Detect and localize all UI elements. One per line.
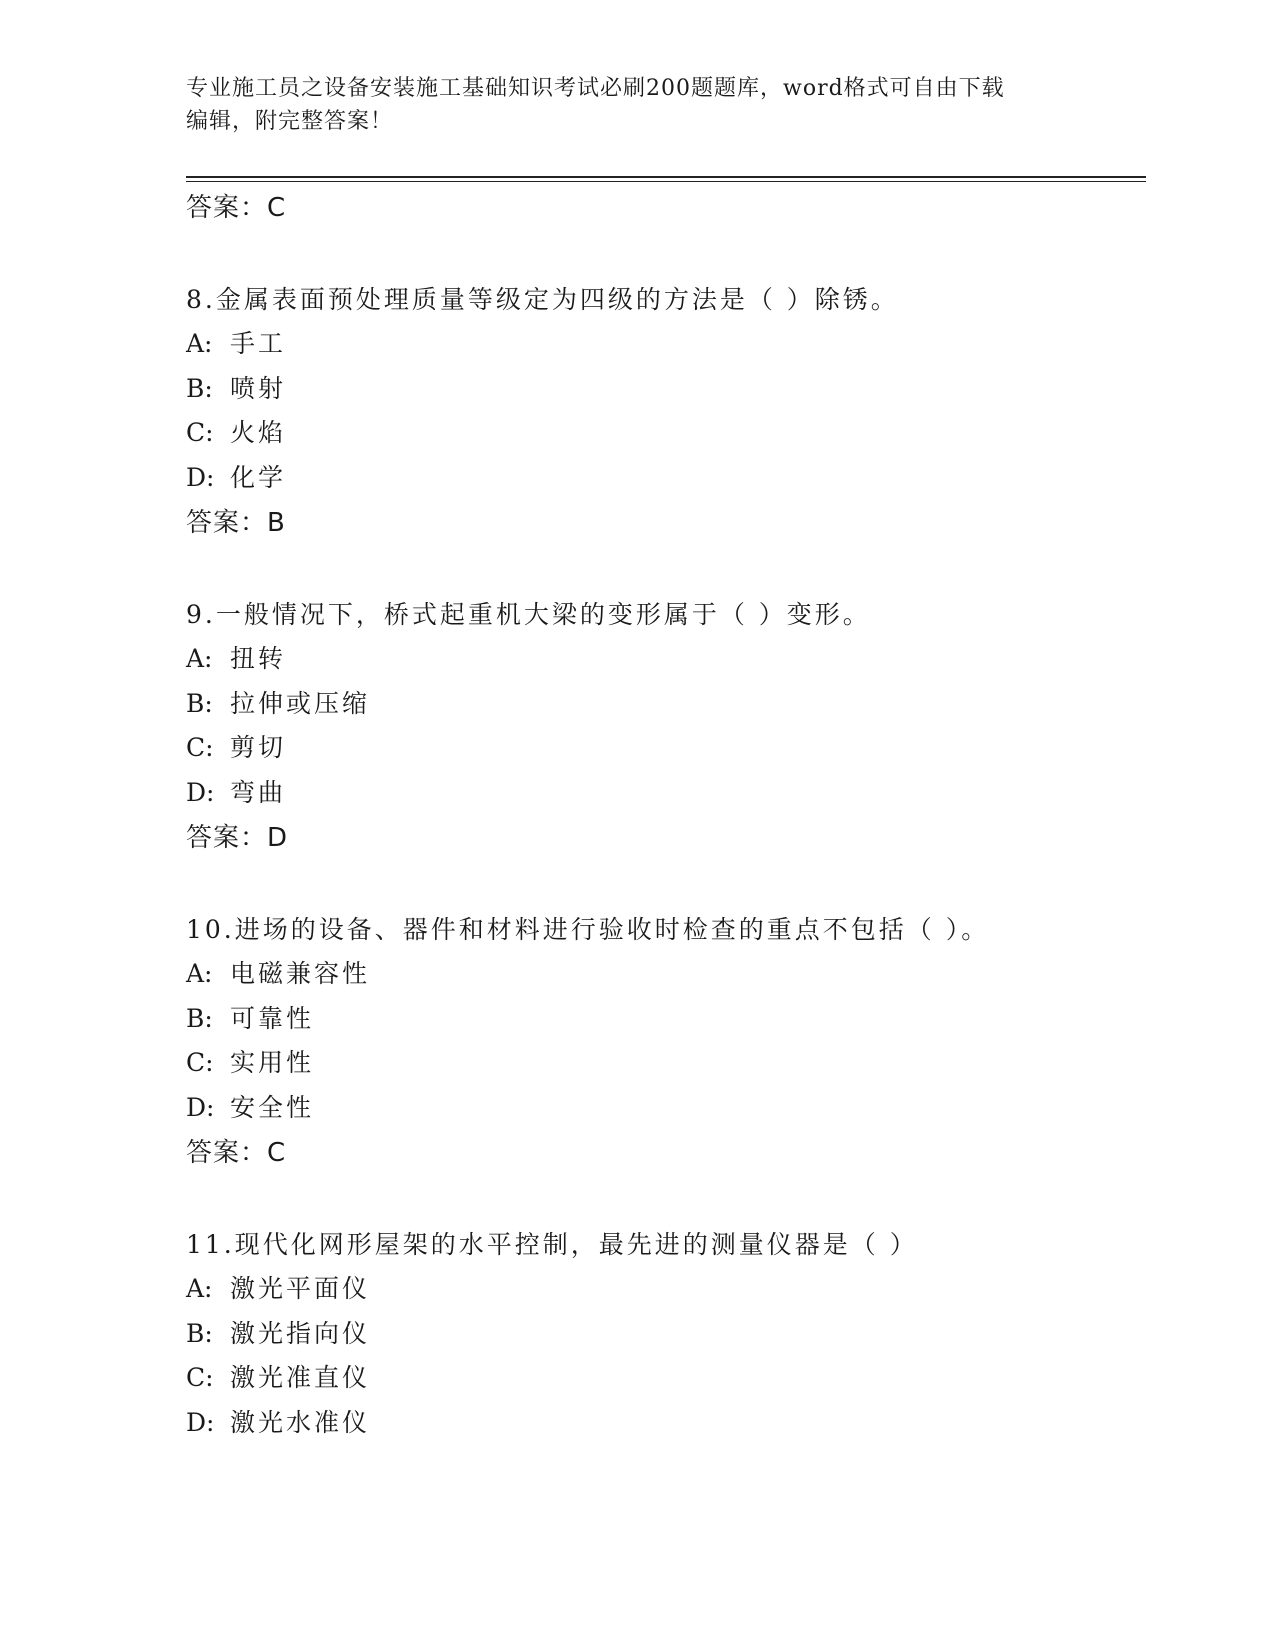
option-text: 剪切 (230, 733, 287, 762)
question-10-option-b (186, 1004, 314, 1034)
option-letter: C: (186, 418, 214, 447)
option-text: 手工 (230, 329, 287, 358)
question-9-option-a (186, 644, 286, 674)
option-text: 激光指向仪 (230, 1319, 371, 1348)
option-text: 激光准直仪 (230, 1363, 371, 1392)
option-letter: D: (186, 1408, 215, 1437)
document-header (186, 72, 1086, 138)
option-text: 扭转 (230, 644, 287, 673)
question-8-option-b (186, 374, 286, 404)
question-9-option-b (186, 689, 370, 719)
option-letter: C: (186, 1048, 214, 1077)
option-text: 可靠性 (230, 1004, 315, 1033)
option-letter: C: (186, 733, 214, 762)
question-10-option-d (186, 1093, 314, 1123)
header-divider-thin (186, 181, 1146, 182)
question-10-option-c (186, 1048, 314, 1078)
option-text: 弯曲 (230, 778, 287, 807)
option-letter: B: (186, 1004, 213, 1033)
question-8-option-c (186, 418, 286, 448)
question-8-option-a (186, 329, 286, 359)
option-text: 火焰 (230, 418, 287, 447)
question-10-text: 10.进场的设备、器件和材料进行验收时检查的重点不包括（ ）。 (186, 915, 990, 944)
option-letter: B: (186, 1319, 213, 1348)
question-9-option-c (186, 733, 286, 763)
option-letter: C: (186, 1363, 214, 1392)
option-text: 化学 (230, 463, 287, 492)
option-text: 拉伸或压缩 (230, 689, 371, 718)
option-letter: B: (186, 374, 213, 403)
question-11-option-b (186, 1319, 370, 1349)
option-letter: B: (186, 689, 213, 718)
option-letter: A: (186, 644, 213, 673)
question-8-text: 8.金属表面预处理质量等级定为四级的方法是（ ）除锈。 (186, 285, 899, 314)
question-10-answer: 答案：C (186, 1138, 287, 1168)
question-9-answer: 答案：D (186, 823, 289, 853)
question-11-option-c (186, 1363, 370, 1393)
question-9-option-d (186, 778, 286, 808)
header-divider-thick (186, 176, 1146, 178)
question-10-option-a (186, 959, 370, 989)
option-text: 安全性 (230, 1093, 315, 1122)
option-letter: D: (186, 778, 215, 807)
option-text: 激光水准仪 (230, 1408, 371, 1437)
question-11-option-a (186, 1274, 370, 1304)
option-letter: D: (186, 463, 215, 492)
header-line-1: 专业施工员之设备安装施工基础知识考试必刷200题题库，word格式可自由下载 (186, 76, 1005, 101)
option-text: 喷射 (230, 374, 287, 403)
question-11-option-d (186, 1408, 370, 1438)
question-11-text: 11.现代化网形屋架的水平控制，最先进的测量仪器是（ ） (186, 1230, 918, 1259)
option-letter: D: (186, 1093, 215, 1122)
question-9-text: 9.一般情况下，桥式起重机大梁的变形属于（ ）变形。 (186, 600, 871, 629)
header-line-2: 编辑，附完整答案！ (186, 109, 394, 134)
question-8-option-d (186, 463, 286, 493)
option-letter: A: (186, 329, 213, 358)
option-text: 激光平面仪 (230, 1274, 371, 1303)
question-8-answer: 答案：B (186, 508, 286, 538)
option-text: 电磁兼容性 (230, 959, 371, 988)
answer-previous: 答案：C (186, 193, 287, 223)
option-letter: A: (186, 959, 213, 988)
option-text: 实用性 (230, 1048, 315, 1077)
option-letter: A: (186, 1274, 213, 1303)
